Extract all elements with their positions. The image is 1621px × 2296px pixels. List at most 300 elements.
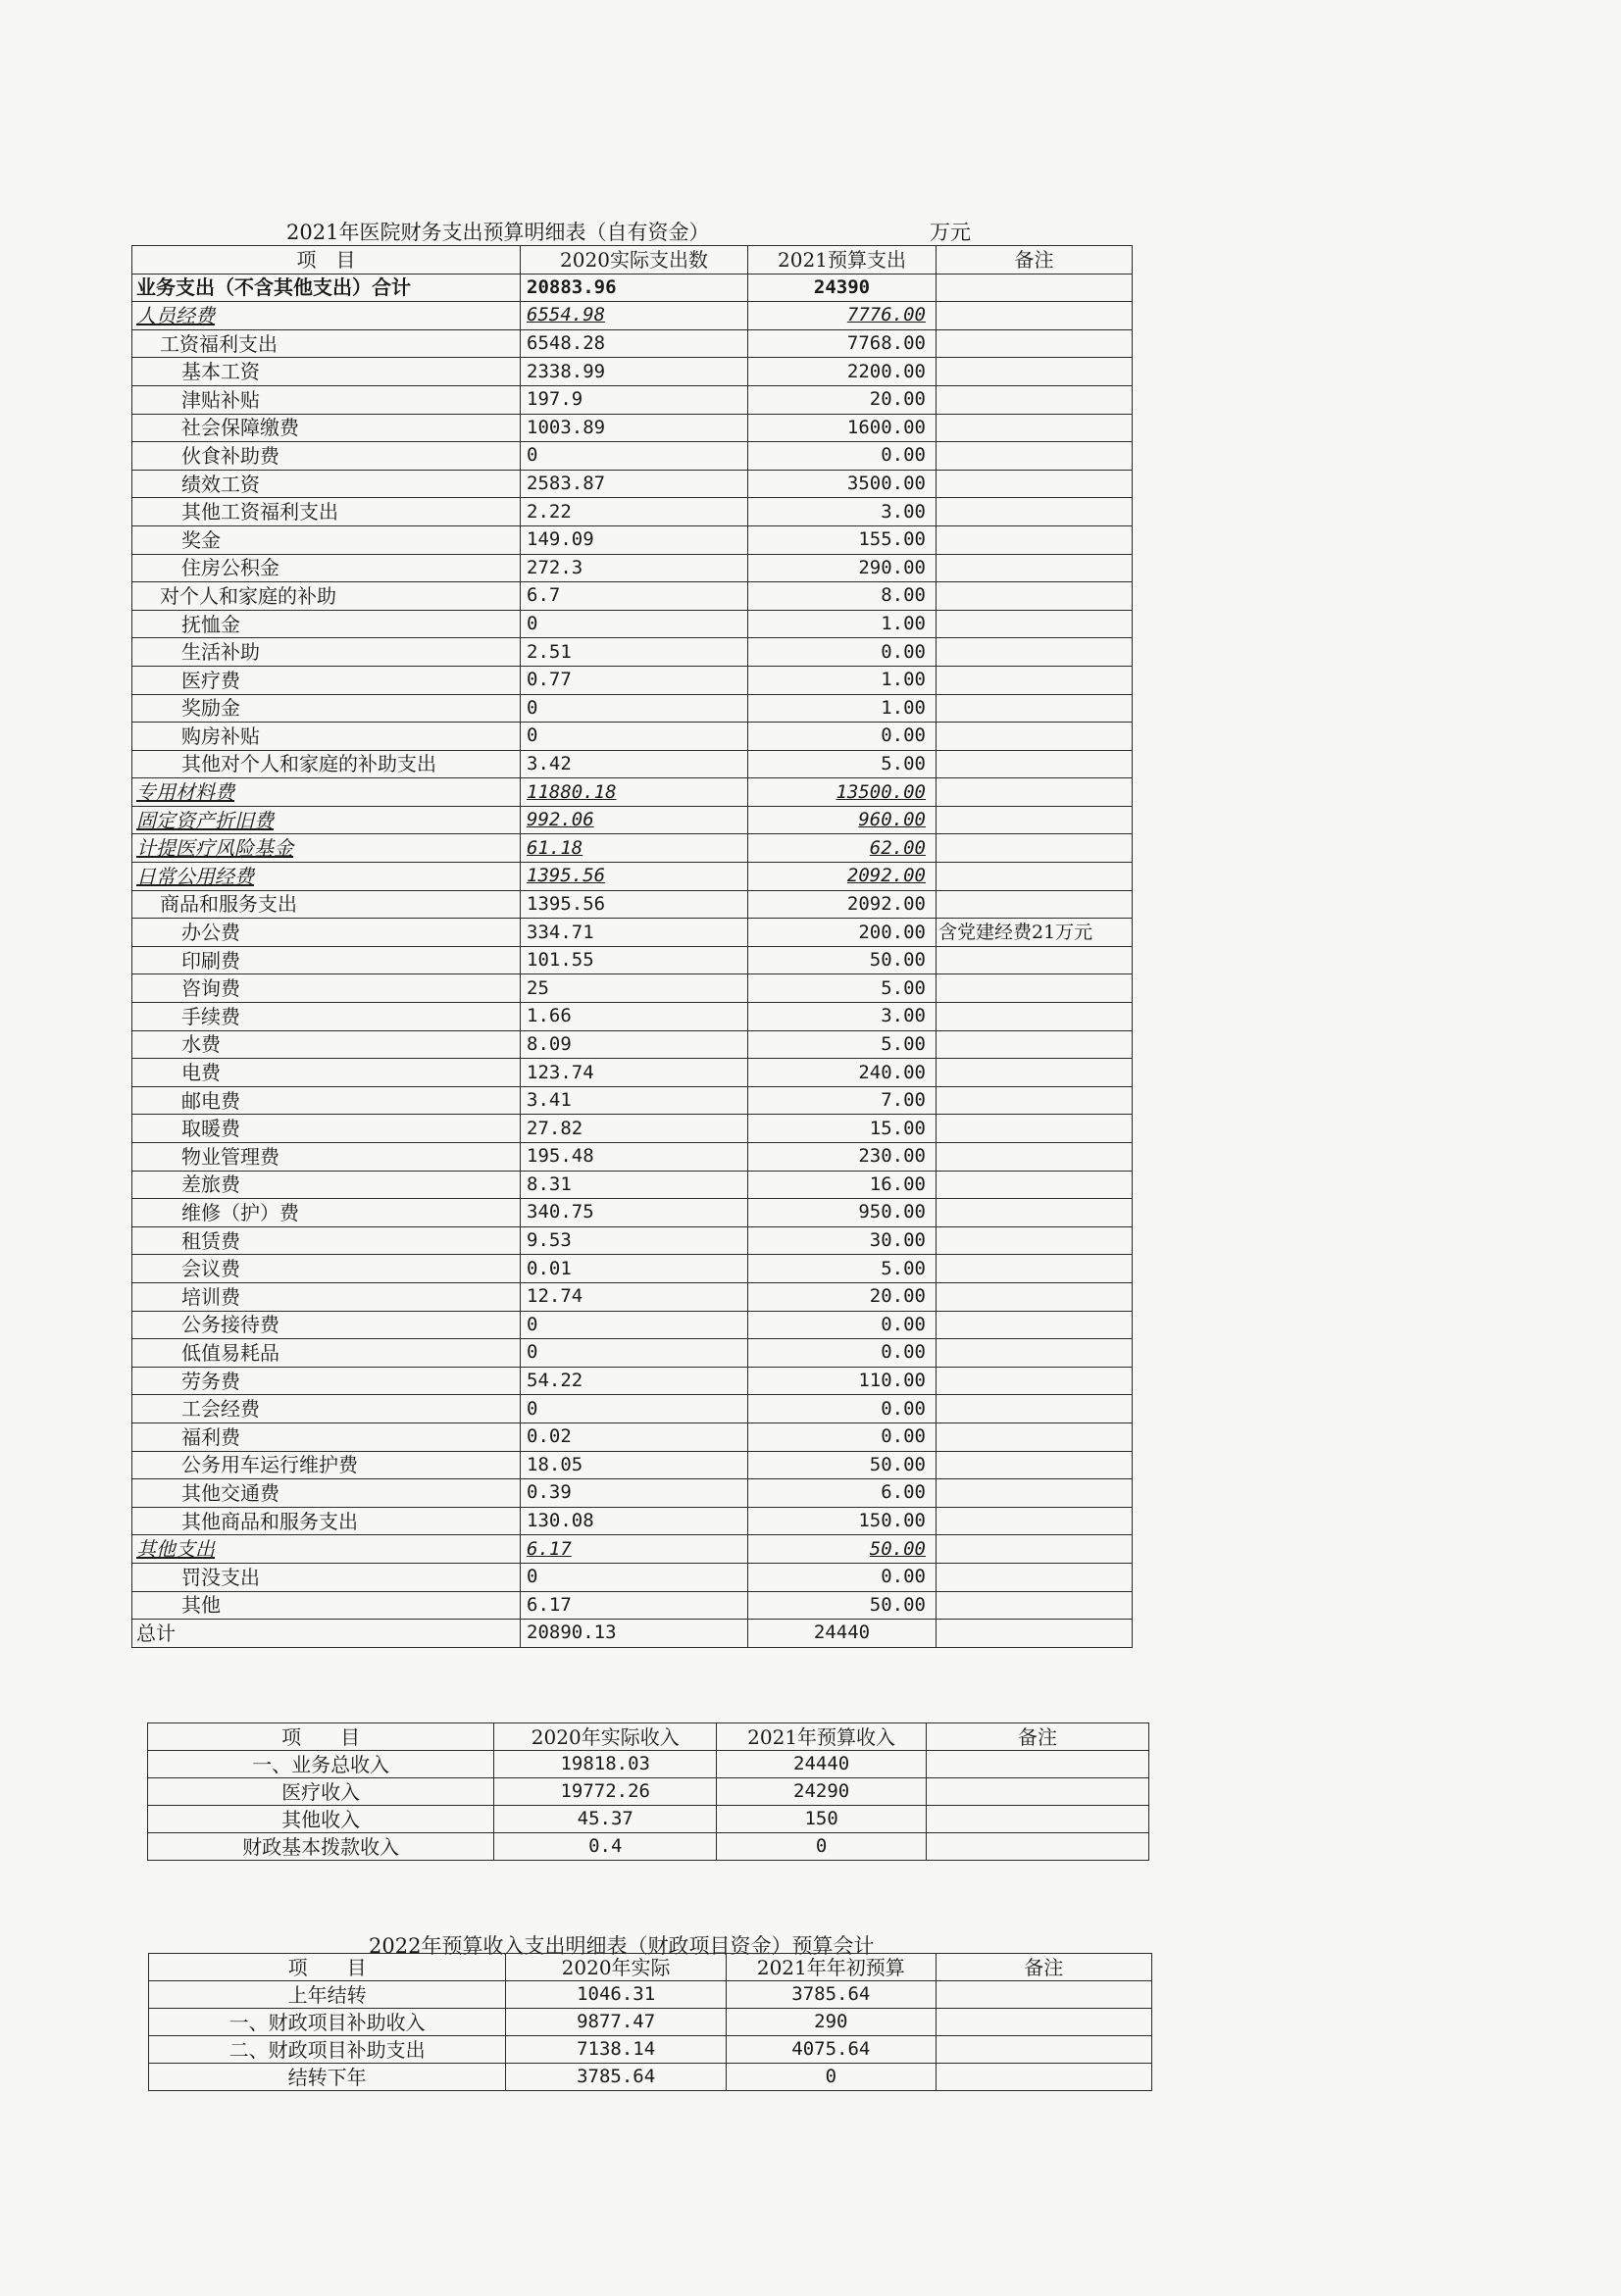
actual-2020: 6.17 — [521, 1591, 748, 1620]
table-row — [148, 1833, 1149, 1861]
item-label: 津贴补贴 — [132, 385, 521, 414]
note — [937, 1171, 1133, 1199]
budget-2021: 6.00 — [748, 1479, 937, 1508]
table-row — [132, 1479, 1133, 1508]
item-label: 日常公用经费 — [132, 863, 521, 891]
table-row — [148, 1806, 1149, 1833]
table1-unit: 万元 — [930, 221, 971, 244]
actual-2020: 27.82 — [521, 1115, 748, 1143]
budget-2021: 7768.00 — [748, 329, 937, 358]
budget-2021: 950.00 — [748, 1199, 937, 1227]
item-label: 水费 — [132, 1030, 521, 1059]
budget-2021: 24390 — [748, 274, 937, 302]
budget-2021: 200.00 — [748, 919, 937, 947]
note — [937, 582, 1133, 611]
item-label: 医疗费 — [132, 666, 521, 694]
item-label: 差旅费 — [132, 1171, 521, 1199]
note — [937, 554, 1133, 582]
item-label: 工资福利支出 — [132, 329, 521, 358]
item-label: 劳务费 — [132, 1367, 521, 1395]
header-item: 项 目 — [148, 1723, 494, 1751]
item-label: 印刷费 — [132, 946, 521, 974]
budget-2021: 960.00 — [748, 806, 937, 834]
actual-2020: 19772.26 — [494, 1778, 717, 1806]
header-2021-income: 2021年预算收入 — [717, 1723, 927, 1751]
actual-2020: 6554.98 — [521, 302, 748, 330]
table-row — [132, 638, 1133, 667]
actual-2020: 130.08 — [521, 1507, 748, 1535]
budget-2021: 2092.00 — [748, 890, 937, 919]
actual-2020: 334.71 — [521, 919, 748, 947]
actual-2020: 9877.47 — [506, 2009, 727, 2036]
actual-2020: 45.37 — [494, 1806, 717, 1833]
actual-2020: 123.74 — [521, 1059, 748, 1087]
actual-2020: 0.4 — [494, 1833, 717, 1861]
note — [937, 723, 1133, 751]
table-row — [132, 834, 1133, 863]
budget-2021: 62.00 — [748, 834, 937, 863]
note — [936, 2036, 1151, 2064]
table-row — [132, 1339, 1133, 1368]
item-label: 其他对个人和家庭的补助支出 — [132, 750, 521, 778]
budget-2021: 30.00 — [748, 1226, 937, 1255]
expense-table-header — [132, 246, 1133, 275]
item-label: 绩效工资 — [132, 470, 521, 498]
table-row — [132, 694, 1133, 723]
note — [937, 694, 1133, 723]
note — [926, 1778, 1148, 1806]
table-row — [132, 1086, 1133, 1115]
item-label: 业务支出（不含其他支出）合计 — [132, 274, 521, 302]
item-label: 其他工资福利支出 — [132, 498, 521, 526]
actual-2020: 1.66 — [521, 1003, 748, 1031]
note — [937, 863, 1133, 891]
note — [936, 2064, 1151, 2091]
budget-2021: 155.00 — [748, 525, 937, 554]
header-2021-budget: 2021预算支出 — [748, 246, 937, 275]
actual-2020: 12.74 — [521, 1282, 748, 1311]
item-label: 计提医疗风险基金 — [132, 834, 521, 863]
budget-2021: 3785.64 — [726, 1981, 936, 2009]
actual-2020: 20883.96 — [521, 274, 748, 302]
item-label: 罚没支出 — [132, 1563, 521, 1591]
item-label: 办公费 — [132, 919, 521, 947]
budget-2021: 0.00 — [748, 1339, 937, 1368]
actual-2020: 8.31 — [521, 1171, 748, 1199]
actual-2020: 101.55 — [521, 946, 748, 974]
item-label: 会议费 — [132, 1255, 521, 1283]
note — [937, 1086, 1133, 1115]
project-fund-table-header — [149, 1954, 1152, 1981]
item-label: 基本工资 — [132, 358, 521, 386]
budget-2021: 2092.00 — [748, 863, 937, 891]
note — [937, 1311, 1133, 1339]
item-label: 租赁费 — [132, 1226, 521, 1255]
item-label: 取暖费 — [132, 1115, 521, 1143]
note — [937, 1339, 1133, 1368]
note — [937, 1563, 1133, 1591]
note — [937, 890, 1133, 919]
item-label: 其他 — [132, 1591, 521, 1620]
note — [937, 1591, 1133, 1620]
table-row — [132, 1563, 1133, 1591]
note — [937, 525, 1133, 554]
note — [937, 1479, 1133, 1508]
note — [937, 1535, 1133, 1564]
budget-2021: 0 — [717, 1833, 927, 1861]
table-row — [132, 1143, 1133, 1172]
table3-title: 2022年预算收入支出明细表（财政项目资金）预算会计 — [369, 1934, 875, 1958]
note — [937, 750, 1133, 778]
note — [937, 1451, 1133, 1479]
item-label: 手续费 — [132, 1003, 521, 1031]
table-row — [132, 1226, 1133, 1255]
item-label: 伙食补助费 — [132, 442, 521, 471]
note — [926, 1833, 1148, 1861]
actual-2020: 149.09 — [521, 525, 748, 554]
expense-table — [131, 245, 1133, 1648]
budget-2021: 0.00 — [748, 442, 937, 471]
table-row — [132, 414, 1133, 442]
table-row — [148, 1751, 1149, 1778]
budget-2021: 50.00 — [748, 1591, 937, 1620]
item-label: 住房公积金 — [132, 554, 521, 582]
note — [937, 329, 1133, 358]
budget-2021: 1.00 — [748, 694, 937, 723]
budget-2021: 24440 — [748, 1620, 937, 1648]
actual-2020: 3785.64 — [506, 2064, 727, 2091]
note — [937, 1226, 1133, 1255]
item-label: 维修（护）费 — [132, 1199, 521, 1227]
budget-2021: 3.00 — [748, 498, 937, 526]
budget-2021: 1.00 — [748, 666, 937, 694]
note — [937, 1115, 1133, 1143]
note — [937, 974, 1133, 1003]
item-label: 一、业务总收入 — [148, 1751, 494, 1778]
note — [937, 638, 1133, 667]
table-row — [132, 863, 1133, 891]
actual-2020: 20890.13 — [521, 1620, 748, 1648]
budget-2021: 50.00 — [748, 946, 937, 974]
actual-2020: 0.01 — [521, 1255, 748, 1283]
income-table — [147, 1722, 1149, 1861]
item-label: 邮电费 — [132, 1086, 521, 1115]
header-2020-actual: 2020年实际 — [506, 1954, 727, 1981]
budget-2021: 150.00 — [748, 1507, 937, 1535]
item-label: 总计 — [132, 1620, 521, 1648]
note: 含党建经费21万元 — [937, 919, 1133, 947]
item-label: 固定资产折旧费 — [132, 806, 521, 834]
budget-2021: 5.00 — [748, 1255, 937, 1283]
table-row — [132, 1507, 1133, 1535]
note — [937, 1255, 1133, 1283]
budget-2021: 3.00 — [748, 1003, 937, 1031]
actual-2020: 3.41 — [521, 1086, 748, 1115]
note — [936, 2009, 1151, 2036]
note — [937, 1423, 1133, 1451]
note — [937, 1199, 1133, 1227]
budget-2021: 50.00 — [748, 1535, 937, 1564]
item-label: 福利费 — [132, 1423, 521, 1451]
note — [937, 1367, 1133, 1395]
table-row — [132, 442, 1133, 471]
budget-2021: 13500.00 — [748, 778, 937, 807]
budget-2021: 5.00 — [748, 1030, 937, 1059]
note — [937, 1620, 1133, 1648]
budget-2021: 7776.00 — [748, 302, 937, 330]
item-label: 抚恤金 — [132, 610, 521, 638]
table-row — [132, 1367, 1133, 1395]
header-2020-actual: 2020实际支出数 — [521, 246, 748, 275]
budget-2021: 0.00 — [748, 638, 937, 667]
table-row — [149, 2036, 1152, 2064]
item-label: 其他商品和服务支出 — [132, 1507, 521, 1535]
actual-2020: 0 — [521, 1339, 748, 1368]
table-row — [132, 470, 1133, 498]
budget-2021: 240.00 — [748, 1059, 937, 1087]
table-row — [132, 498, 1133, 526]
note — [937, 946, 1133, 974]
table-row — [132, 1591, 1133, 1620]
budget-2021: 3500.00 — [748, 470, 937, 498]
table-row — [132, 1115, 1133, 1143]
actual-2020: 340.75 — [521, 1199, 748, 1227]
item-label: 其他支出 — [132, 1535, 521, 1564]
budget-2021: 1600.00 — [748, 414, 937, 442]
actual-2020: 0.02 — [521, 1423, 748, 1451]
actual-2020: 992.06 — [521, 806, 748, 834]
table-row — [132, 525, 1133, 554]
actual-2020: 3.42 — [521, 750, 748, 778]
budget-2021: 110.00 — [748, 1367, 937, 1395]
item-label: 奖励金 — [132, 694, 521, 723]
table-row — [132, 778, 1133, 807]
table-row — [132, 1535, 1133, 1564]
header-item: 项 目 — [132, 246, 521, 275]
item-label: 医疗收入 — [148, 1778, 494, 1806]
table-row — [132, 1255, 1133, 1283]
table-row — [132, 1311, 1133, 1339]
budget-2021: 15.00 — [748, 1115, 937, 1143]
item-label: 生活补助 — [132, 638, 521, 667]
table-row — [132, 1451, 1133, 1479]
income-table-header — [148, 1723, 1149, 1751]
actual-2020: 0.39 — [521, 1479, 748, 1508]
item-label: 公务接待费 — [132, 1311, 521, 1339]
actual-2020: 6548.28 — [521, 329, 748, 358]
budget-2021: 0.00 — [748, 1311, 937, 1339]
item-label: 二、财政项目补助支出 — [149, 2036, 506, 2064]
item-label: 电费 — [132, 1059, 521, 1087]
note — [937, 1282, 1133, 1311]
actual-2020: 197.9 — [521, 385, 748, 414]
actual-2020: 54.22 — [521, 1367, 748, 1395]
note — [937, 1395, 1133, 1423]
table-row — [132, 554, 1133, 582]
table-row — [132, 1059, 1133, 1087]
actual-2020: 2.51 — [521, 638, 748, 667]
table-row — [132, 750, 1133, 778]
actual-2020: 195.48 — [521, 1143, 748, 1172]
budget-2021: 150 — [717, 1806, 927, 1833]
note — [937, 834, 1133, 863]
budget-2021: 0 — [726, 2064, 936, 2091]
actual-2020: 0 — [521, 1311, 748, 1339]
note — [937, 1030, 1133, 1059]
header-2021-initial-budget: 2021年年初预算 — [726, 1954, 936, 1981]
item-label: 其他收入 — [148, 1806, 494, 1833]
budget-2021: 5.00 — [748, 974, 937, 1003]
note — [926, 1751, 1148, 1778]
item-label: 奖金 — [132, 525, 521, 554]
actual-2020: 61.18 — [521, 834, 748, 863]
header-note: 备注 — [937, 246, 1133, 275]
actual-2020: 0 — [521, 694, 748, 723]
note — [936, 1981, 1151, 2009]
budget-2021: 7.00 — [748, 1086, 937, 1115]
note — [937, 385, 1133, 414]
actual-2020: 0 — [521, 1395, 748, 1423]
item-label: 公务用车运行维护费 — [132, 1451, 521, 1479]
budget-2021: 1.00 — [748, 610, 937, 638]
budget-2021: 24290 — [717, 1778, 927, 1806]
table-row — [132, 582, 1133, 611]
header-note: 备注 — [936, 1954, 1151, 1981]
note — [937, 1507, 1133, 1535]
note — [937, 358, 1133, 386]
item-label: 低值易耗品 — [132, 1339, 521, 1368]
budget-2021: 24440 — [717, 1751, 927, 1778]
table-row — [132, 329, 1133, 358]
actual-2020: 9.53 — [521, 1226, 748, 1255]
actual-2020: 1003.89 — [521, 414, 748, 442]
actual-2020: 25 — [521, 974, 748, 1003]
table-row — [132, 1395, 1133, 1423]
table-row — [132, 1030, 1133, 1059]
table-row — [132, 385, 1133, 414]
table-row — [132, 1423, 1133, 1451]
actual-2020: 1395.56 — [521, 863, 748, 891]
actual-2020: 1046.31 — [506, 1981, 727, 2009]
table-row — [132, 1171, 1133, 1199]
budget-2021: 20.00 — [748, 385, 937, 414]
table-row — [132, 274, 1133, 302]
actual-2020: 0 — [521, 1563, 748, 1591]
note — [937, 1003, 1133, 1031]
item-label: 社会保障缴费 — [132, 414, 521, 442]
note — [937, 274, 1133, 302]
header-2020-income: 2020年实际收入 — [494, 1723, 717, 1751]
item-label: 一、财政项目补助收入 — [149, 2009, 506, 2036]
table-row — [132, 806, 1133, 834]
budget-2021: 0.00 — [748, 723, 937, 751]
note — [926, 1806, 1148, 1833]
budget-2021: 50.00 — [748, 1451, 937, 1479]
table-row — [132, 358, 1133, 386]
actual-2020: 18.05 — [521, 1451, 748, 1479]
actual-2020: 0.77 — [521, 666, 748, 694]
note — [937, 414, 1133, 442]
item-label: 工会经费 — [132, 1395, 521, 1423]
table-row — [149, 2064, 1152, 2091]
item-label: 人员经费 — [132, 302, 521, 330]
table-row — [132, 302, 1133, 330]
budget-2021: 230.00 — [748, 1143, 937, 1172]
actual-2020: 0 — [521, 723, 748, 751]
item-label: 财政基本拨款收入 — [148, 1833, 494, 1861]
note — [937, 610, 1133, 638]
project-fund-table — [148, 1953, 1152, 2091]
table-row — [132, 946, 1133, 974]
item-label: 对个人和家庭的补助 — [132, 582, 521, 611]
table-row — [149, 2009, 1152, 2036]
header-item: 项 目 — [149, 1954, 506, 1981]
actual-2020: 11880.18 — [521, 778, 748, 807]
note — [937, 302, 1133, 330]
note — [937, 470, 1133, 498]
actual-2020: 0 — [521, 442, 748, 471]
actual-2020: 0 — [521, 610, 748, 638]
budget-2021: 2200.00 — [748, 358, 937, 386]
table-row — [132, 1620, 1133, 1648]
table-row — [132, 610, 1133, 638]
actual-2020: 272.3 — [521, 554, 748, 582]
item-label: 上年结转 — [149, 1981, 506, 2009]
item-label: 培训费 — [132, 1282, 521, 1311]
actual-2020: 1395.56 — [521, 890, 748, 919]
note — [937, 1059, 1133, 1087]
table-row — [148, 1778, 1149, 1806]
actual-2020: 2338.99 — [521, 358, 748, 386]
item-label: 结转下年 — [149, 2064, 506, 2091]
item-label: 物业管理费 — [132, 1143, 521, 1172]
table-row — [132, 1003, 1133, 1031]
table-row — [132, 1199, 1133, 1227]
budget-2021: 0.00 — [748, 1395, 937, 1423]
budget-2021: 0.00 — [748, 1423, 937, 1451]
actual-2020: 8.09 — [521, 1030, 748, 1059]
table-row — [149, 1981, 1152, 2009]
item-label: 专用材料费 — [132, 778, 521, 807]
actual-2020: 6.7 — [521, 582, 748, 611]
actual-2020: 2583.87 — [521, 470, 748, 498]
actual-2020: 19818.03 — [494, 1751, 717, 1778]
note — [937, 806, 1133, 834]
budget-2021: 290 — [726, 2009, 936, 2036]
budget-2021: 4075.64 — [726, 2036, 936, 2064]
budget-2021: 8.00 — [748, 582, 937, 611]
budget-2021: 5.00 — [748, 750, 937, 778]
budget-2021: 20.00 — [748, 1282, 937, 1311]
note — [937, 778, 1133, 807]
actual-2020: 6.17 — [521, 1535, 748, 1564]
table-row — [132, 919, 1133, 947]
table-row — [132, 723, 1133, 751]
actual-2020: 2.22 — [521, 498, 748, 526]
item-label: 商品和服务支出 — [132, 890, 521, 919]
note — [937, 442, 1133, 471]
item-label: 咨询费 — [132, 974, 521, 1003]
table-row — [132, 890, 1133, 919]
budget-2021: 16.00 — [748, 1171, 937, 1199]
header-note: 备注 — [926, 1723, 1148, 1751]
note — [937, 666, 1133, 694]
note — [937, 498, 1133, 526]
note — [937, 1143, 1133, 1172]
budget-2021: 290.00 — [748, 554, 937, 582]
table-row — [132, 1282, 1133, 1311]
budget-2021: 0.00 — [748, 1563, 937, 1591]
